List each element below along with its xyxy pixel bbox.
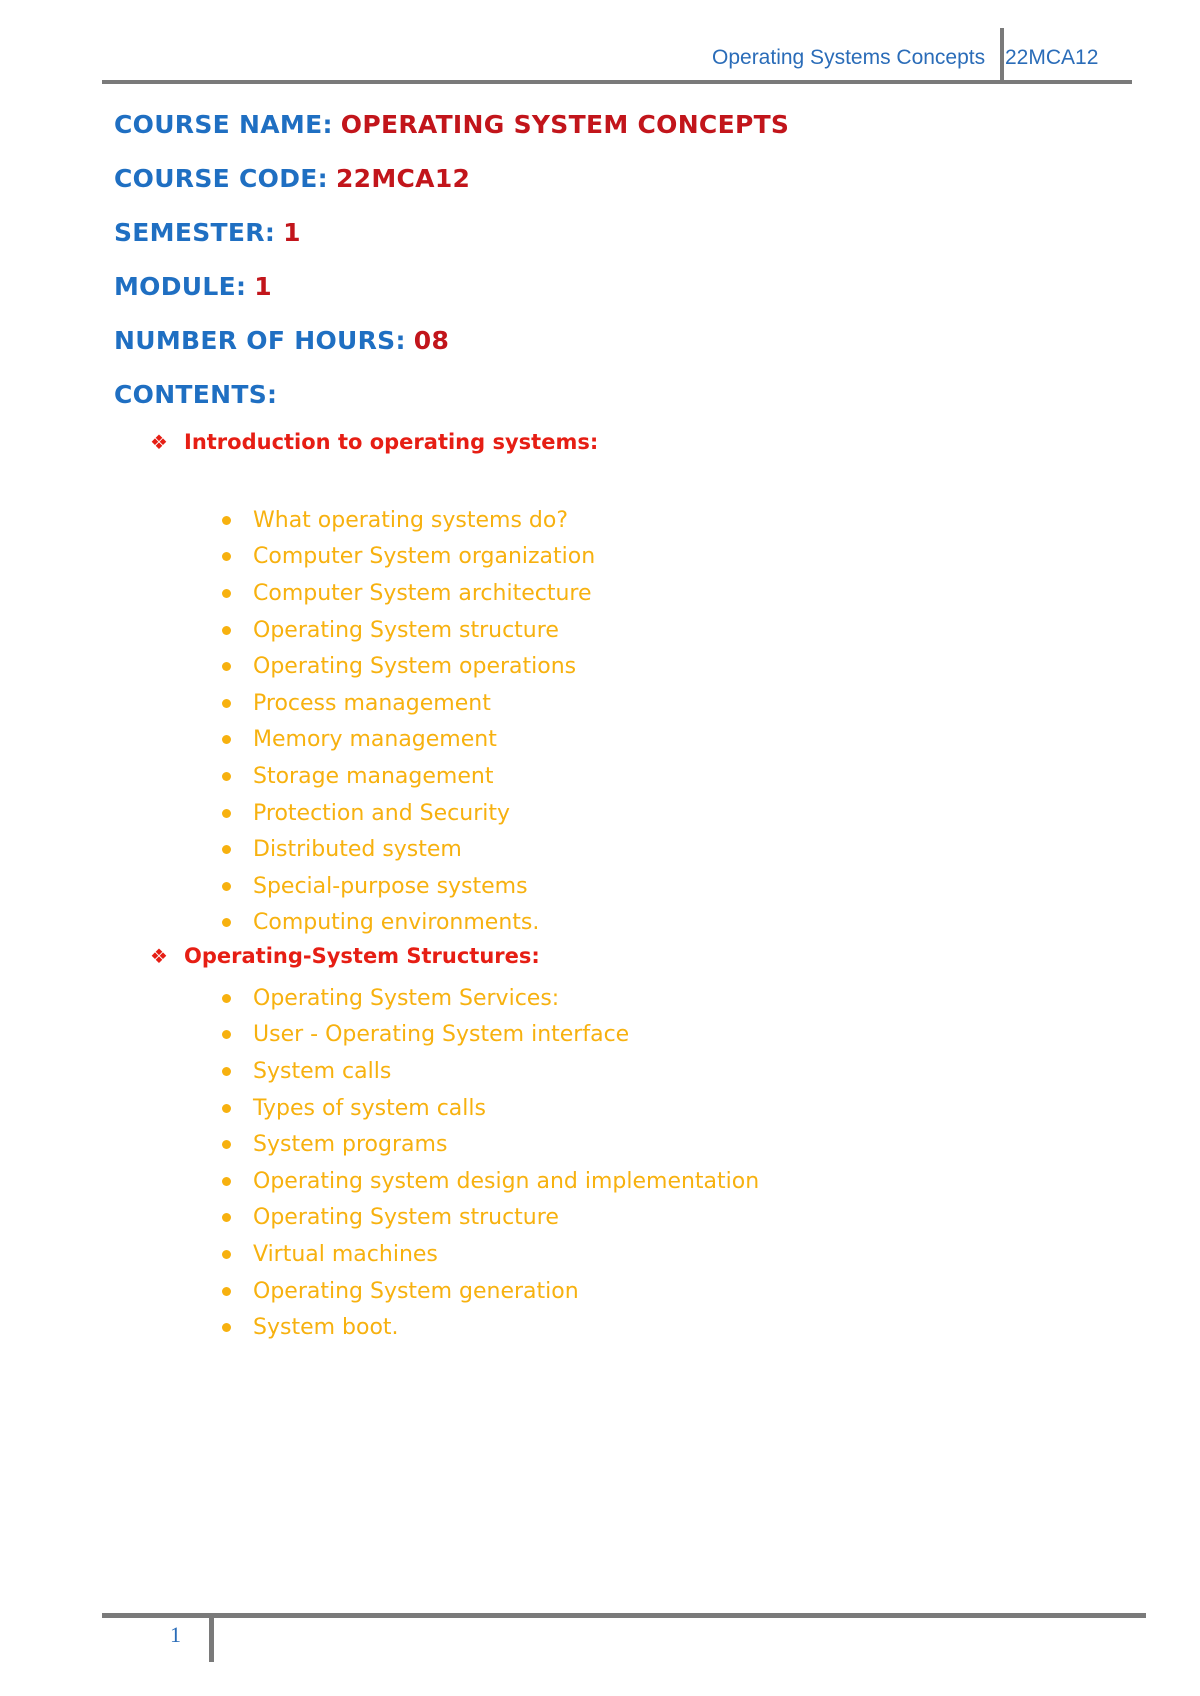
bullet-icon [222,1067,231,1076]
list-item [222,1017,759,1054]
list-item [222,831,595,868]
list-item [222,539,595,576]
bullet-icon [222,699,231,708]
course-name-label: COURSE NAME: [114,110,333,139]
list-item [222,685,595,722]
list-item-label: Memory management [253,727,497,753]
list-item [222,648,595,685]
bullet-icon [222,1177,231,1186]
list-item [222,1236,759,1273]
list-item-label: Distributed system [253,837,462,863]
list-item-label: Process management [253,690,491,716]
section-title: Introduction to operating systems: [184,430,599,454]
header-rule [102,80,1132,84]
bullet-icon [222,845,231,854]
section-list-os-structures [222,980,759,1346]
bullet-icon [222,1104,231,1113]
list-item-label: Virtual machines [253,1241,438,1267]
list-item [222,575,595,612]
diamond-bullet-icon: ❖ [150,944,168,968]
page-number: 1 [170,1622,181,1647]
course-code-row [114,164,470,193]
list-item [222,1273,759,1310]
bullet-icon [222,994,231,1003]
list-item-label: Operating system design and implementation [253,1168,760,1194]
bullet-icon [222,1287,231,1296]
bullet-icon [222,1030,231,1039]
bullet-icon [222,516,231,525]
course-code-value: 22MCA12 [335,164,471,193]
semester-value: 1 [283,218,301,247]
list-item [222,722,595,759]
footer-separator [209,1616,214,1662]
list-item [222,502,595,539]
hours-value: 08 [413,326,450,355]
section-heading-os-structures [150,944,540,968]
list-item [222,1126,759,1163]
bullet-icon [222,662,231,671]
section-list-introduction [222,502,595,941]
bullet-icon [222,809,231,818]
course-code-label: COURSE CODE: [114,164,328,193]
bullet-icon [222,918,231,927]
section-heading-introduction [150,430,598,454]
bullet-icon [222,1323,231,1332]
list-item-label: Computer System organization [253,544,596,570]
list-item [222,1053,759,1090]
semester-row [114,218,301,247]
diamond-bullet-icon: ❖ [150,430,168,454]
list-item [222,795,595,832]
bullet-icon [222,772,231,781]
course-name-value: OPERATING SYSTEM CONCEPTS [340,110,790,139]
hours-row [114,326,449,355]
list-item-label: Operating System generation [253,1278,579,1304]
section-title: Operating-System Structures: [184,944,540,968]
list-item [222,1309,759,1346]
contents-heading [114,380,277,409]
bullet-icon [222,1213,231,1222]
bullet-icon [222,626,231,635]
list-item [222,1163,759,1200]
list-item-label: Computer System architecture [253,580,592,606]
semester-label: SEMESTER: [114,218,276,247]
list-item-label: Types of system calls [253,1095,486,1121]
bullet-icon [222,1140,231,1149]
list-item [222,1090,759,1127]
header-course-code: 22MCA12 [1005,46,1099,69]
list-item-label: System boot. [253,1315,399,1341]
list-item-label: Operating System structure [253,1205,559,1231]
footer-rule [102,1613,1146,1618]
list-item-label: User - Operating System interface [253,1022,630,1048]
course-name-row [114,110,789,139]
list-item [222,905,595,942]
bullet-icon [222,1250,231,1259]
list-item-label: System programs [253,1132,448,1158]
header-separator [1000,28,1004,82]
list-item-label: Operating System operations [253,654,577,680]
list-item [222,980,759,1017]
list-item [222,612,595,649]
bullet-icon [222,735,231,744]
list-item [222,868,595,905]
list-item-label: Operating System Services: [253,985,560,1011]
list-item-label: Protection and Security [253,800,511,826]
list-item-label: What operating systems do? [253,507,569,533]
contents-label: CONTENTS: [114,380,278,409]
list-item-label: Special-purpose systems [253,873,528,899]
header-title: Operating Systems Concepts [712,46,986,69]
module-value: 1 [254,272,272,301]
module-label: MODULE: [114,272,247,301]
hours-label: NUMBER OF HOURS: [114,326,406,355]
list-item [222,1200,759,1237]
bullet-icon [222,552,231,561]
module-row [114,272,272,301]
list-item-label: Storage management [253,763,494,789]
bullet-icon [222,589,231,598]
bullet-icon [222,882,231,891]
list-item-label: Computing environments. [253,910,540,936]
list-item-label: System calls [253,1058,392,1084]
list-item-label: Operating System structure [253,617,559,643]
list-item [222,758,595,795]
